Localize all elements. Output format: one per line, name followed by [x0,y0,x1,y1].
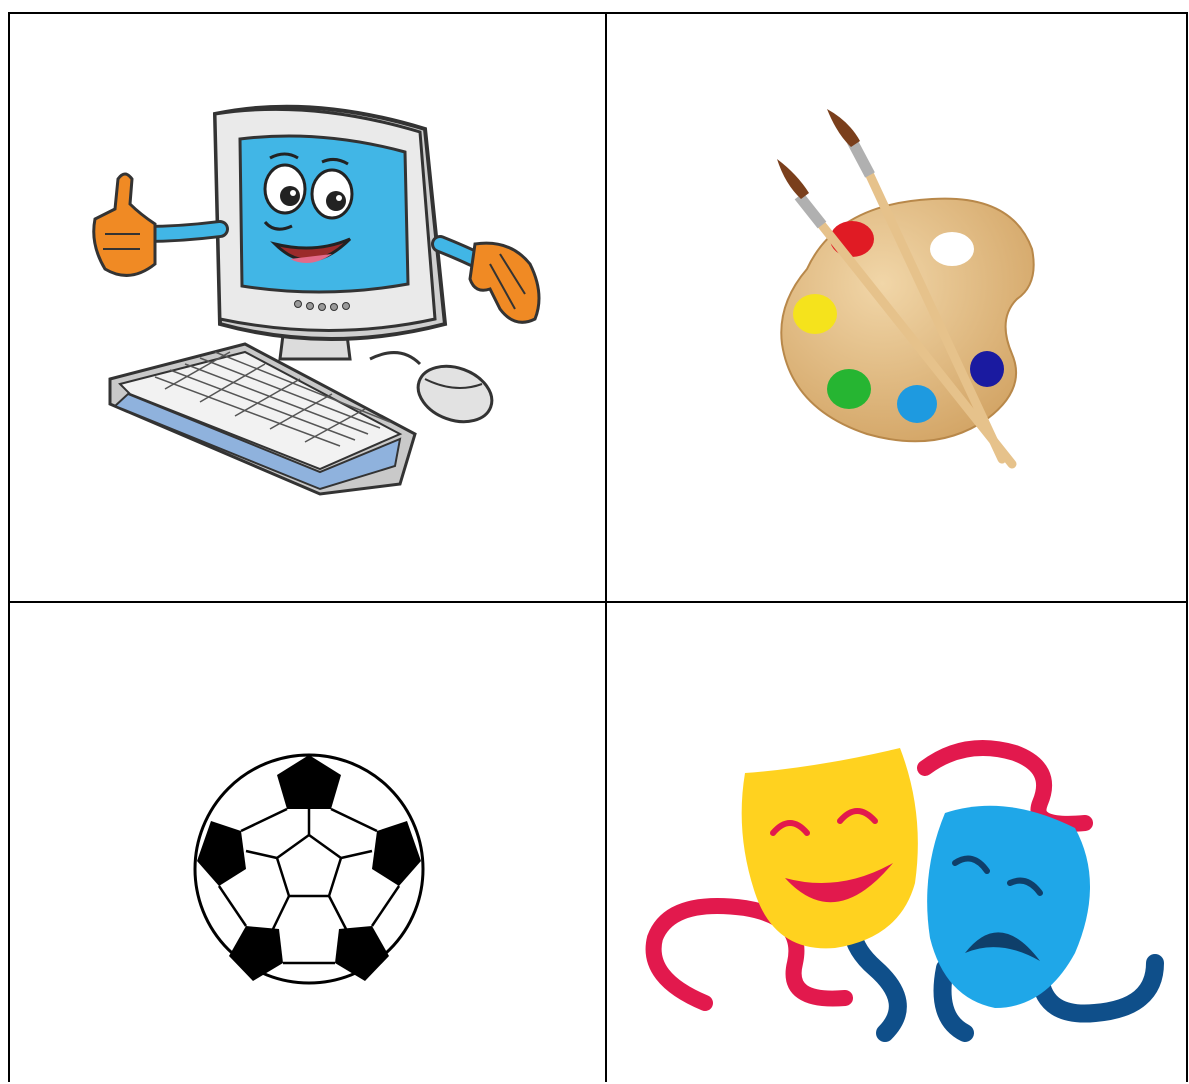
picture-grid [8,12,1188,1082]
soccer-ball-icon [191,751,427,987]
grid-cell-soccer [10,603,605,1084]
grid-cell-theater [607,603,1188,1084]
grid-cell-computer [10,14,605,601]
computer-mascot-icon [70,94,550,514]
theater-masks-icon [635,733,1175,1063]
paint-palette-icon [757,99,1077,499]
grid-cell-palette [607,14,1188,601]
